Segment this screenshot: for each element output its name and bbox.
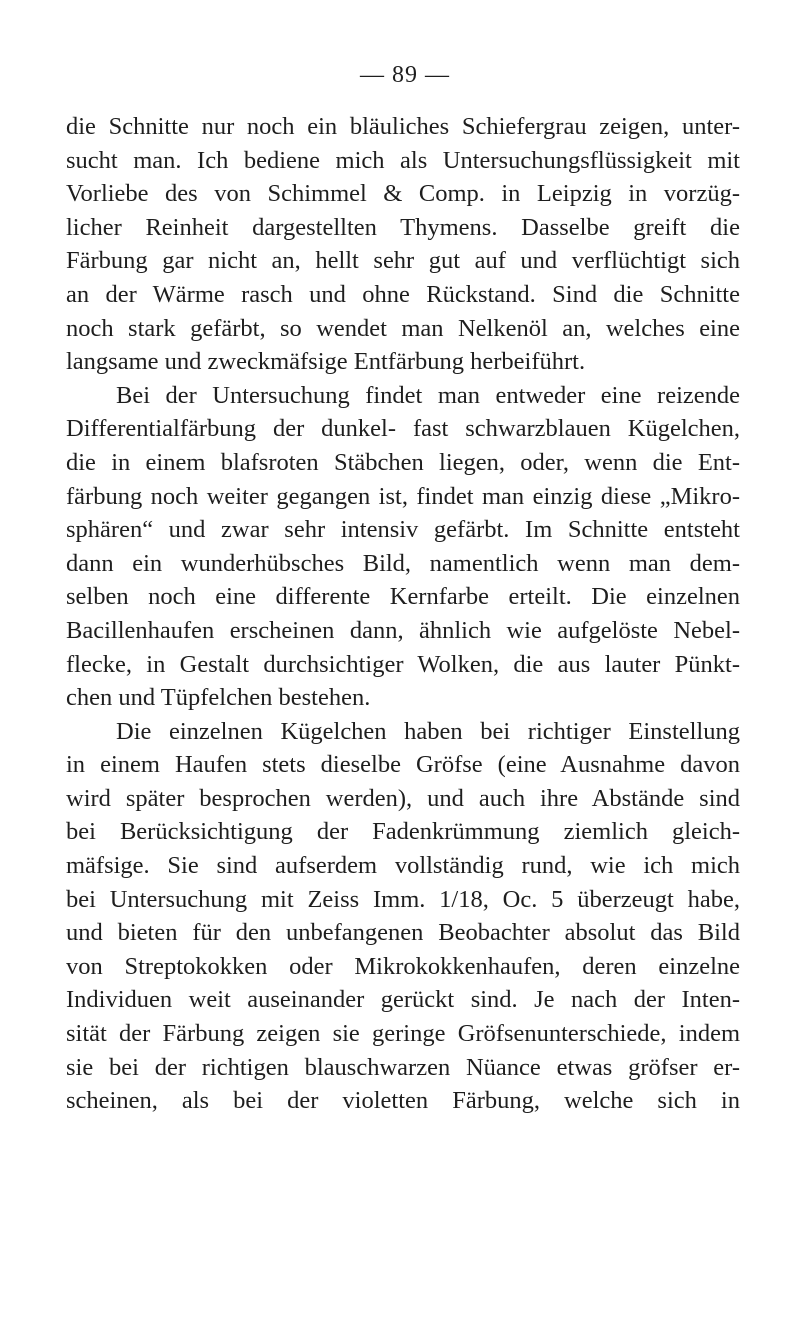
text-line: flecke, in Gestalt durchsichtiger Wolken, die aus lauter Pünkt- <box>66 650 740 678</box>
text-line: wird später besprochen werden), und auch ihre Abstände sind <box>66 784 740 812</box>
text-line: mäfsige. Sie sind aufserdem vollständig rund, wie ich mich <box>66 852 740 880</box>
text-line: von Streptokokken oder Mikrokokkenhaufen, deren einzelne <box>66 952 740 980</box>
text-line: Vorliebe des von Schimmel & Comp. in Leipzig in vorzüg- <box>66 180 740 208</box>
text-line: langsame und zweckmäfsige Entfärbung herbeiführt. <box>66 348 586 376</box>
paragraph-1 <box>66 110 740 379</box>
text-line: noch stark gefärbt, so wendet man Nelkenöl an, welches eine <box>66 314 740 342</box>
text-line: die Schnitte nur noch ein bläuliches Schiefergrau zeigen, unter- <box>66 113 740 140</box>
paragraph-3 <box>66 715 740 1118</box>
page-number: — 89 — <box>360 62 450 88</box>
text-line: selben noch eine differente Kernfarbe erteilt. Die einzelnen <box>66 583 740 611</box>
text-line: Individuen weit auseinander gerückt sind. Je nach der Inten- <box>66 986 740 1014</box>
text-line: dann ein wunderhübsches Bild, namentlich wenn man dem- <box>66 549 740 577</box>
body-text <box>66 110 740 1118</box>
text-line: scheinen, als bei der violetten Färbung, welche sich in <box>66 1087 740 1115</box>
text-line: sucht man. Ich bediene mich als Untersuchungsflüssigkeit mit <box>66 146 740 174</box>
text-line: die in einem blafsroten Stäbchen liegen, oder, wenn die Ent- <box>66 448 740 476</box>
paragraph-2 <box>66 379 740 715</box>
text-line: in einem Haufen stets dieselbe Gröfse (eine Ausnahme davon <box>66 751 740 779</box>
text-line: Bacillenhaufen erscheinen dann, ähnlich wie aufgelöste Nebel- <box>66 616 740 644</box>
text-line: bei Berücksichtigung der Fadenkrümmung ziemlich gleich- <box>66 818 740 846</box>
text-line: Differentialfärbung der dunkel- fast schwarzblauen Kügelchen, <box>66 415 740 443</box>
text-line: bei Untersuchung mit Zeiss Imm. 1/18, Oc. 5 überzeugt habe, <box>66 885 740 913</box>
text-line: Bei der Untersuchung findet man entweder eine reizende <box>116 381 740 409</box>
text-line: sie bei der richtigen blauschwarzen Nüance etwas gröfser er- <box>66 1053 740 1081</box>
text-line: chen und Tüpfelchen bestehen. <box>66 684 371 712</box>
text-line: an der Wärme rasch und ohne Rückstand. Sind die Schnitte <box>66 280 740 308</box>
text-line: sphären“ und zwar sehr intensiv gefärbt. Im Schnitte entsteht <box>66 516 740 544</box>
text-line: licher Reinheit dargestellten Thymens. Dasselbe greift die <box>66 213 740 241</box>
text-line: Färbung gar nicht an, hellt sehr gut auf und verflüchtigt sich <box>66 247 740 275</box>
text-line: Die einzelnen Kügelchen haben bei richtiger Einstellung <box>116 717 740 745</box>
text-line: färbung noch weiter gegangen ist, findet man einzig diese „Mikro- <box>66 482 740 510</box>
text-line: und bieten für den unbefangenen Beobachter absolut das Bild <box>66 919 740 947</box>
text-line: sität der Färbung zeigen sie geringe Gröfsenunterschiede, indem <box>66 1020 740 1048</box>
